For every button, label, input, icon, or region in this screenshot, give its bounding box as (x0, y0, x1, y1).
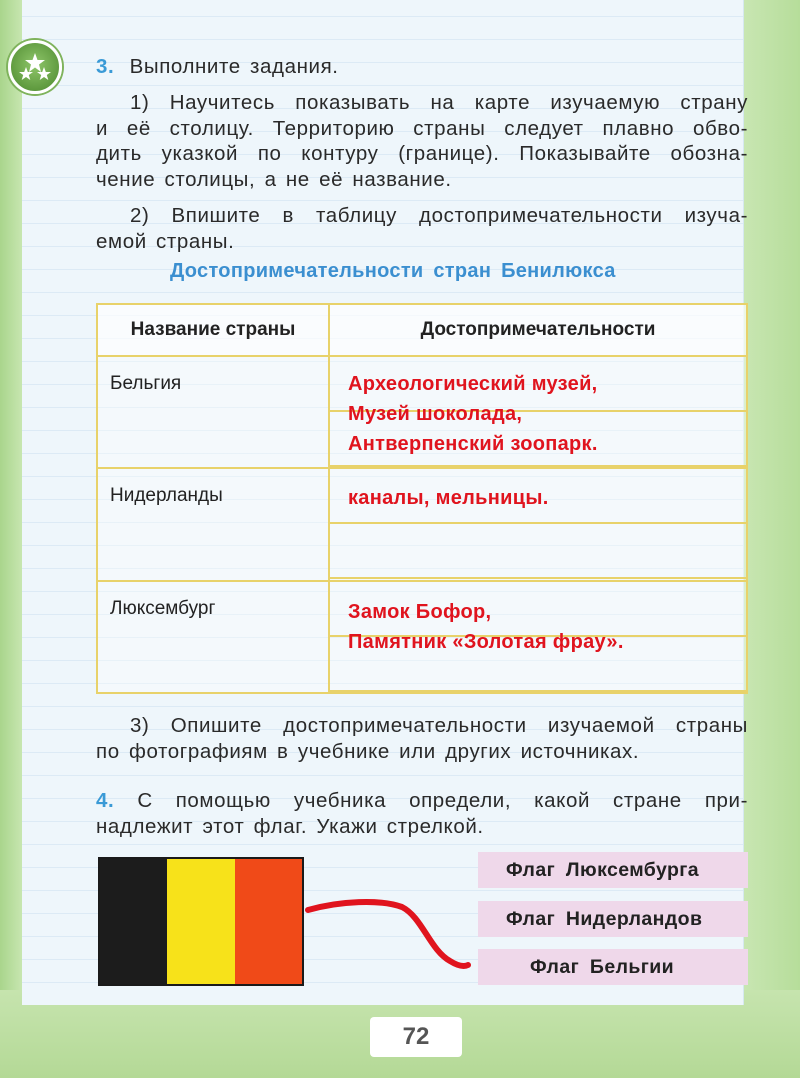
text-line: дить указкой по контуру (границе). Показывайте обозна- (96, 142, 748, 165)
option-luxembourg[interactable]: Флаг Люксембурга (478, 852, 748, 888)
header-country: Название страны (97, 304, 329, 356)
answer-line: Археологический музей, (348, 373, 598, 395)
task3-number: 3. (96, 55, 115, 78)
sights-cell (329, 468, 747, 580)
text-line: 3) Опишите достопримечательности изучаемой страны (130, 714, 748, 737)
text-line: надлежит этот флаг. Укажи стрелкой. (96, 815, 484, 838)
sights-table (96, 303, 748, 694)
table-header-row (97, 304, 747, 356)
stars-badge-icon (8, 40, 62, 94)
table-row (97, 581, 747, 693)
table-row (97, 468, 747, 580)
text-line (96, 788, 748, 814)
task3-heading-text: Выполните задания. (129, 55, 339, 78)
option-belgium[interactable]: Флаг Бельгии (478, 949, 748, 985)
country-cell: Нидерланды (97, 468, 329, 580)
task3-heading (96, 54, 339, 80)
handwritten-answer (348, 369, 598, 459)
country-cell: Бельгия (97, 356, 329, 468)
text-line: по фотографиям в учебнике или других источниках. (96, 740, 640, 763)
answer-line: Памятник «Золотая фрау». (348, 630, 624, 653)
task4-number: 4. (96, 789, 115, 812)
handwritten-answer (348, 483, 549, 513)
flag-stripe (100, 859, 167, 984)
answer-line: каналы, мельницы. (348, 487, 549, 510)
text-line: и её столицу. Территорию страны следует плавно обво- (96, 117, 748, 140)
text-line: 2) Впишите в таблицу достопримечательности изуча- (130, 204, 748, 227)
page-number: 72 (370, 1017, 462, 1057)
sights-cell (329, 356, 747, 468)
answer-arrow-line (300, 895, 480, 977)
flag-stripe (167, 859, 234, 984)
answer-line: Антверпенский зоопарк. (348, 433, 598, 455)
country-cell: Люксембург (97, 581, 329, 693)
answer-line: Замок Бофор, (348, 600, 492, 623)
option-netherlands[interactable]: Флаг Нидерландов (478, 901, 748, 937)
belgium-flag-image (98, 857, 304, 986)
answer-line: Музей шоколада, (348, 403, 523, 425)
text-line: чение столицы, а не её название. (96, 168, 452, 191)
text-line: емой страны. (96, 230, 235, 253)
table-row (97, 356, 747, 468)
table-title: Достопримечательности стран Бенилюкса (170, 260, 616, 282)
left-border (0, 0, 22, 1078)
task4-line: С помощью учебника определи, какой стране при- (137, 789, 749, 812)
sights-cell (329, 581, 747, 693)
flag-stripe (235, 859, 302, 984)
handwritten-answer (348, 597, 624, 657)
header-sights: Достопримечательности (329, 304, 747, 356)
text-line: 1) Научитесь показывать на карте изучаемую страну (130, 91, 748, 114)
right-border (744, 0, 800, 1078)
